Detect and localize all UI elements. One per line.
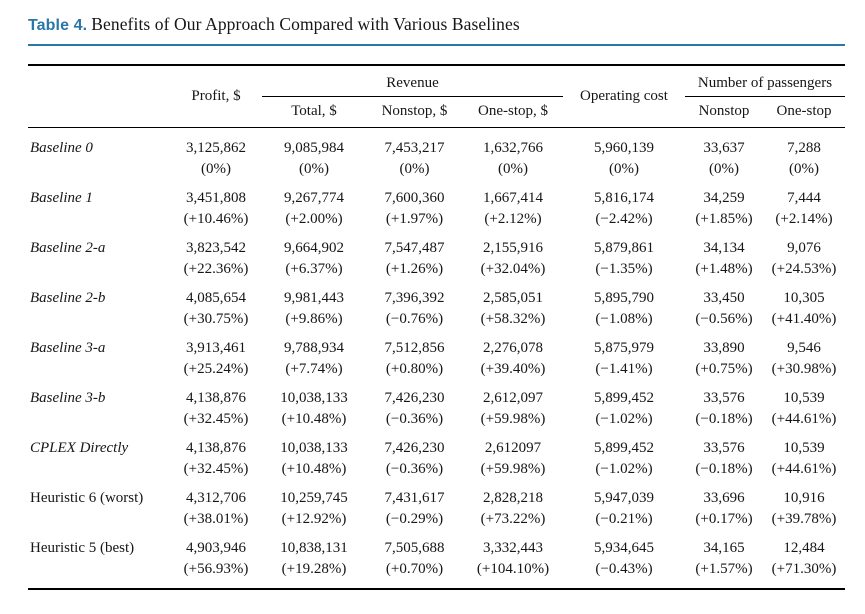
cell-value: 2,828,218 xyxy=(483,490,543,506)
cell-value: 3,332,443 xyxy=(483,540,543,556)
cell-value: 10,838,131 xyxy=(280,540,348,556)
cell-percent: (+1.57%) xyxy=(695,561,753,577)
cell xyxy=(366,234,463,284)
cell-percent: (+32.45%) xyxy=(183,411,249,427)
header-group-row xyxy=(28,65,845,97)
cell xyxy=(685,484,763,534)
row-label: Baseline 1 xyxy=(30,190,93,206)
cell-value: 33,576 xyxy=(703,440,745,456)
cell-percent: (−0.18%) xyxy=(695,411,753,427)
cell-value: 7,600,360 xyxy=(384,190,445,206)
cell xyxy=(763,234,845,284)
cell-value: 33,576 xyxy=(703,390,745,406)
cell-percent: (−0.29%) xyxy=(385,511,444,527)
cell xyxy=(563,434,685,484)
cell xyxy=(463,234,563,284)
cell-percent: (+7.74%) xyxy=(285,361,343,377)
table-row xyxy=(28,384,845,434)
cell-percent: (0%) xyxy=(498,161,528,177)
cell-percent: (−0.56%) xyxy=(695,311,753,327)
cell xyxy=(170,434,262,484)
cell-percent: (+71.30%) xyxy=(771,561,837,577)
cell-percent: (0%) xyxy=(299,161,329,177)
cell xyxy=(763,384,845,434)
row-label: CPLEX Directly xyxy=(30,440,129,456)
cell-value: 34,259 xyxy=(703,190,745,206)
table-row xyxy=(28,334,845,384)
cell-percent: (+12.92%) xyxy=(281,511,347,527)
table-row xyxy=(28,128,845,185)
cell-value: 34,165 xyxy=(703,540,745,556)
cell-percent: (+22.36%) xyxy=(183,261,249,277)
cell xyxy=(685,534,763,589)
row-label: Heuristic 5 (best) xyxy=(30,540,135,556)
cell xyxy=(366,128,463,185)
cell xyxy=(685,184,763,234)
row-label: Baseline 2-b xyxy=(30,290,106,306)
cell-percent: (+59.98%) xyxy=(480,461,546,477)
cell-value: 33,696 xyxy=(703,490,745,506)
cell xyxy=(262,284,366,334)
cell-percent: (−0.18%) xyxy=(695,461,753,477)
cell-percent: (−1.35%) xyxy=(595,261,653,277)
cell-value: 2,585,051 xyxy=(483,290,543,306)
cell xyxy=(685,234,763,284)
cell xyxy=(463,484,563,534)
col-header-profit: Profit, $ xyxy=(170,65,262,128)
table-row xyxy=(28,434,845,484)
cell xyxy=(262,334,366,384)
cell-value: 7,431,617 xyxy=(384,490,445,506)
cell-percent: (+30.98%) xyxy=(771,361,837,377)
cell xyxy=(763,184,845,234)
cell-percent: (+38.01%) xyxy=(183,511,249,527)
cell-percent: (+25.24%) xyxy=(183,361,249,377)
row-label: Baseline 0 xyxy=(30,140,93,156)
cell-value: 4,085,654 xyxy=(186,290,246,306)
cell-value: 5,960,139 xyxy=(594,140,654,156)
cell-percent: (+30.75%) xyxy=(183,311,249,327)
cell xyxy=(262,184,366,234)
cell-percent: (−0.43%) xyxy=(595,561,653,577)
cell-percent: (0%) xyxy=(399,161,430,177)
table-row xyxy=(28,284,845,334)
cell-percent: (−1.41%) xyxy=(595,361,653,377)
cell-percent: (+0.80%) xyxy=(385,361,444,377)
cell-value: 4,138,876 xyxy=(186,440,246,456)
cell-value: 5,899,452 xyxy=(594,390,654,406)
cell-percent: (+10.48%) xyxy=(281,461,347,477)
cell xyxy=(685,128,763,185)
cell-value: 7,288 xyxy=(787,140,821,156)
cell-value: 9,076 xyxy=(787,240,821,256)
cell xyxy=(763,484,845,534)
cell-value: 5,899,452 xyxy=(594,440,654,456)
col-group-passengers: Number of passengers xyxy=(685,65,845,97)
cell xyxy=(366,534,463,589)
table-caption xyxy=(28,14,845,35)
cell-percent: (+10.48%) xyxy=(281,411,347,427)
cell-value: 3,823,542 xyxy=(186,240,246,256)
cell-value: 4,138,876 xyxy=(186,390,246,406)
table-row xyxy=(28,534,845,589)
corner-cell xyxy=(28,65,170,128)
cell-value: 9,267,774 xyxy=(284,190,344,206)
cell xyxy=(463,184,563,234)
cell xyxy=(685,434,763,484)
cell xyxy=(170,334,262,384)
cell-value: 5,875,979 xyxy=(594,340,654,356)
col-subheader-passengers-onestop: One-stop xyxy=(763,97,845,128)
cell xyxy=(463,384,563,434)
row-label: Baseline 3-a xyxy=(30,340,106,356)
cell xyxy=(463,334,563,384)
cell-value: 3,125,862 xyxy=(186,140,246,156)
cell-percent: (+10.46%) xyxy=(183,211,249,227)
cell xyxy=(366,184,463,234)
cell xyxy=(563,334,685,384)
table-row xyxy=(28,234,845,284)
cell xyxy=(170,534,262,589)
table-row xyxy=(28,484,845,534)
cell-value: 5,934,645 xyxy=(594,540,654,556)
col-header-operating-cost: Operating cost xyxy=(563,65,685,128)
cell xyxy=(563,184,685,234)
cell-percent: (−0.76%) xyxy=(385,311,444,327)
cell-value: 5,895,790 xyxy=(594,290,654,306)
cell xyxy=(685,284,763,334)
cell-percent: (−0.21%) xyxy=(595,511,653,527)
cell-percent: (+19.28%) xyxy=(281,561,347,577)
cell-value: 1,667,414 xyxy=(483,190,543,206)
cell-value: 3,451,808 xyxy=(186,190,246,206)
cell-percent: (0%) xyxy=(201,161,231,177)
cell-percent: (+1.97%) xyxy=(385,211,444,227)
cell-percent: (+2.00%) xyxy=(285,211,343,227)
cell-value: 4,312,706 xyxy=(186,490,246,506)
cell xyxy=(262,484,366,534)
cell xyxy=(563,284,685,334)
cell-percent: (+104.10%) xyxy=(476,561,550,577)
cell-percent: (+1.85%) xyxy=(695,211,753,227)
cell-value: 9,085,984 xyxy=(284,140,344,156)
cell-value: 7,444 xyxy=(787,190,821,206)
cell xyxy=(763,534,845,589)
cell-value: 33,890 xyxy=(703,340,745,356)
cell xyxy=(262,234,366,284)
cell-value: 7,453,217 xyxy=(384,140,445,156)
cell xyxy=(563,234,685,284)
cell xyxy=(170,184,262,234)
cell xyxy=(262,534,366,589)
cell xyxy=(685,384,763,434)
cell xyxy=(262,434,366,484)
cell-percent: (+56.93%) xyxy=(183,561,249,577)
col-subheader-passengers-nonstop: Nonstop xyxy=(685,97,763,128)
cell xyxy=(170,384,262,434)
cell xyxy=(366,334,463,384)
cell-value: 4,903,946 xyxy=(186,540,246,556)
cell-percent: (+9.86%) xyxy=(285,311,343,327)
cell xyxy=(763,284,845,334)
cell xyxy=(685,334,763,384)
cell-percent: (+32.45%) xyxy=(183,461,249,477)
cell-value: 7,512,856 xyxy=(384,340,445,356)
cell-value: 12,484 xyxy=(783,540,825,556)
cell-percent: (−2.42%) xyxy=(595,211,653,227)
cell xyxy=(463,534,563,589)
cell-value: 10,038,133 xyxy=(280,390,348,406)
cell-value: 10,259,745 xyxy=(280,490,348,506)
cell-value: 10,038,133 xyxy=(280,440,348,456)
table-title: Benefits of Our Approach Compared with Various Baselines xyxy=(91,14,520,34)
cell-percent: (+1.48%) xyxy=(695,261,753,277)
cell-percent: (+0.75%) xyxy=(695,361,753,377)
cell-value: 10,305 xyxy=(783,290,825,306)
cell-value: 10,539 xyxy=(783,440,825,456)
cell xyxy=(563,128,685,185)
cell-percent: (0%) xyxy=(709,161,739,177)
table-body xyxy=(28,128,845,590)
table-row xyxy=(28,184,845,234)
row-label: Baseline 3-b xyxy=(30,390,106,406)
cell-value: 7,426,230 xyxy=(384,390,445,406)
cell-percent: (−1.08%) xyxy=(595,311,653,327)
cell-percent: (+2.14%) xyxy=(775,211,833,227)
caption-rule xyxy=(28,44,845,46)
row-label: Baseline 2-a xyxy=(30,240,106,256)
cell-percent: (+44.61%) xyxy=(771,461,837,477)
cell xyxy=(170,284,262,334)
cell-percent: (+1.26%) xyxy=(385,261,444,277)
cell-value: 33,637 xyxy=(703,140,745,156)
cell-value: 3,913,461 xyxy=(186,340,246,356)
cell xyxy=(563,384,685,434)
cell-percent: (+41.40%) xyxy=(771,311,837,327)
cell-value: 9,981,443 xyxy=(284,290,344,306)
cell xyxy=(763,334,845,384)
cell-percent: (+32.04%) xyxy=(480,261,546,277)
benefits-comparison-table xyxy=(28,64,845,590)
cell-percent: (+39.78%) xyxy=(771,511,837,527)
cell xyxy=(563,484,685,534)
cell xyxy=(763,128,845,185)
col-subheader-revenue-total: Total, $ xyxy=(262,97,366,128)
cell-value: 2,612,097 xyxy=(483,390,543,406)
cell-percent: (+39.40%) xyxy=(480,361,546,377)
cell-value: 2,612097 xyxy=(484,440,542,456)
cell-value: 9,664,902 xyxy=(284,240,344,256)
cell-percent: (+0.17%) xyxy=(695,511,753,527)
cell xyxy=(366,284,463,334)
cell xyxy=(170,484,262,534)
cell-value: 10,539 xyxy=(783,390,825,406)
cell-percent: (+59.98%) xyxy=(480,411,546,427)
cell xyxy=(170,234,262,284)
cell-value: 7,396,392 xyxy=(384,290,445,306)
col-subheader-revenue-nonstop: Nonstop, $ xyxy=(366,97,463,128)
cell-percent: (0%) xyxy=(609,161,639,177)
cell-percent: (+58.32%) xyxy=(480,311,546,327)
cell-percent: (+0.70%) xyxy=(385,561,444,577)
cell xyxy=(563,534,685,589)
cell-value: 33,450 xyxy=(703,290,745,306)
cell xyxy=(763,434,845,484)
cell xyxy=(170,128,262,185)
cell xyxy=(262,384,366,434)
col-subheader-revenue-onestop: One-stop, $ xyxy=(463,97,563,128)
cell-value: 5,816,174 xyxy=(594,190,654,206)
cell xyxy=(366,484,463,534)
cell-percent: (+73.22%) xyxy=(480,511,546,527)
cell-value: 5,947,039 xyxy=(594,490,654,506)
cell-value: 7,547,487 xyxy=(384,240,445,256)
cell xyxy=(463,284,563,334)
cell-percent: (−1.02%) xyxy=(595,461,653,477)
cell-value: 7,426,230 xyxy=(384,440,445,456)
cell-percent: (+24.53%) xyxy=(771,261,837,277)
cell-percent: (−0.36%) xyxy=(385,461,444,477)
cell-value: 2,276,078 xyxy=(483,340,543,356)
cell-value: 7,505,688 xyxy=(384,540,445,556)
cell-percent: (+2.12%) xyxy=(484,211,542,227)
cell xyxy=(366,434,463,484)
cell xyxy=(366,384,463,434)
cell-value: 2,155,916 xyxy=(483,240,543,256)
cell-percent: (−0.36%) xyxy=(385,411,444,427)
cell-value: 1,632,766 xyxy=(483,140,543,156)
table-number-label: Table 4. xyxy=(28,17,88,34)
cell-percent: (+6.37%) xyxy=(285,261,343,277)
cell-percent: (0%) xyxy=(789,161,819,177)
cell xyxy=(463,128,563,185)
cell-value: 34,134 xyxy=(703,240,745,256)
cell-value: 9,788,934 xyxy=(284,340,344,356)
row-label: Heuristic 6 (worst) xyxy=(30,490,144,506)
cell-value: 10,916 xyxy=(783,490,825,506)
cell-percent: (+44.61%) xyxy=(771,411,837,427)
col-group-revenue: Revenue xyxy=(262,65,563,97)
cell xyxy=(463,434,563,484)
cell-value: 9,546 xyxy=(787,340,821,356)
cell xyxy=(262,128,366,185)
cell-percent: (−1.02%) xyxy=(595,411,653,427)
cell-value: 5,879,861 xyxy=(594,240,654,256)
